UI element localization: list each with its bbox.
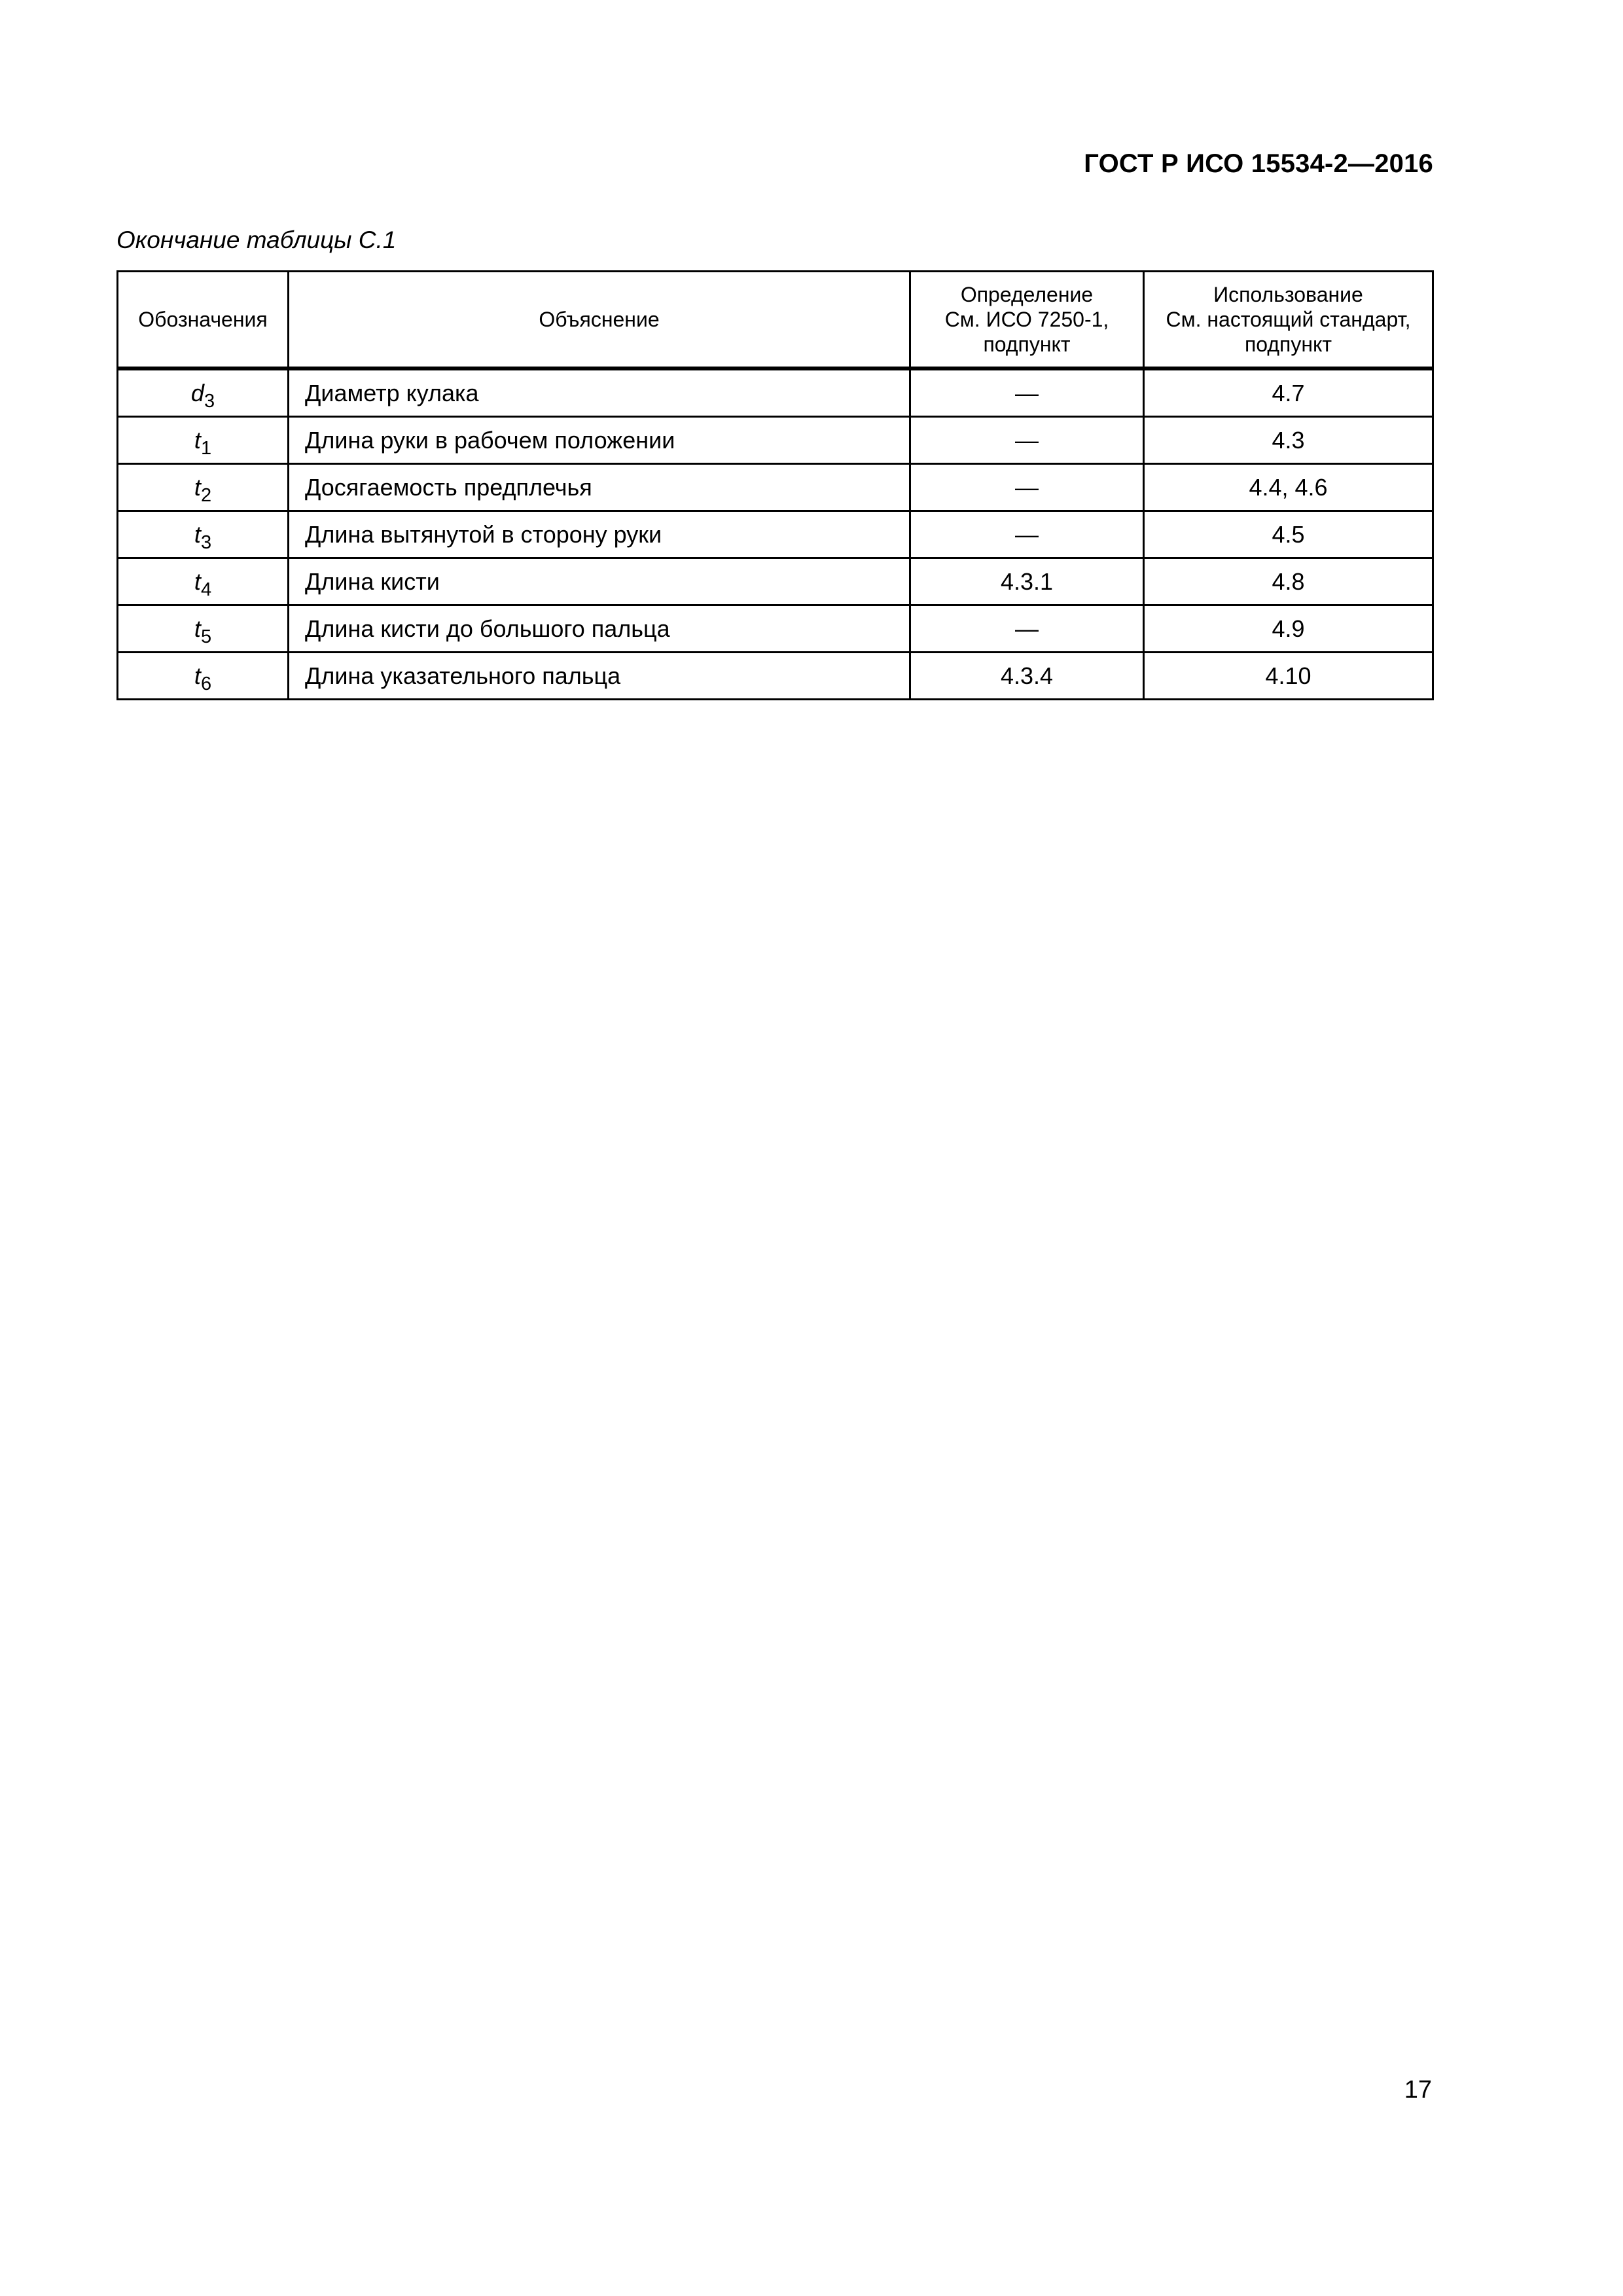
definition-cell: — — [910, 464, 1144, 511]
header-line: См. настоящий стандарт, — [1166, 308, 1411, 331]
symbol-cell — [118, 370, 289, 417]
col-header-usage — [1144, 272, 1433, 368]
header-line: См. ИСО 7250-1, — [944, 308, 1109, 331]
symbol-subscript: 4 — [200, 579, 212, 600]
symbol-cell — [118, 558, 289, 605]
symbol-letter: t — [194, 662, 201, 689]
table-row — [118, 370, 1433, 417]
usage-cell: 4.5 — [1144, 511, 1433, 558]
table-row — [118, 511, 1433, 558]
table-row — [118, 464, 1433, 511]
symbol-subscript: 3 — [200, 531, 212, 553]
symbol-letter: t — [194, 426, 201, 454]
document-code: ГОСТ Р ИСО 15534-2—2016 — [1084, 149, 1433, 178]
explanation-cell: Диаметр кулака — [289, 370, 910, 417]
symbol-cell — [118, 417, 289, 464]
definition-cell: — — [910, 511, 1144, 558]
definition-cell: 4.3.1 — [910, 558, 1144, 605]
table-caption: Окончание таблицы С.1 — [116, 226, 397, 253]
explanation-cell: Длина кисти — [289, 558, 910, 605]
definition-cell: — — [910, 417, 1144, 464]
header-line: подпункт — [983, 332, 1071, 356]
col-header-symbols — [118, 272, 289, 368]
symbol-cell — [118, 605, 289, 653]
usage-cell: 4.3 — [1144, 417, 1433, 464]
usage-cell: 4.7 — [1144, 370, 1433, 417]
symbol-subscript: 6 — [200, 673, 212, 694]
col-header-definition — [910, 272, 1144, 368]
usage-cell: 4.4, 4.6 — [1144, 464, 1433, 511]
definition-cell: — — [910, 370, 1144, 417]
header-line: подпункт — [1244, 332, 1332, 356]
symbol-letter: t — [194, 615, 201, 642]
table-row — [118, 417, 1433, 464]
table-row — [118, 605, 1433, 653]
explanation-cell: Досягаемость предплечья — [289, 464, 910, 511]
symbol-subscript: 3 — [204, 390, 215, 412]
header-line: Обозначения — [138, 308, 268, 331]
header-line: Объяснение — [539, 308, 660, 331]
usage-cell: 4.8 — [1144, 558, 1433, 605]
symbol-letter: t — [194, 520, 201, 548]
definition-cell: — — [910, 605, 1144, 653]
header-line: Определение — [960, 283, 1094, 306]
page-number: 17 — [1404, 2076, 1432, 2104]
explanation-cell: Длина кисти до большого пальца — [289, 605, 910, 653]
symbol-subscript: 2 — [200, 484, 212, 506]
table-row — [118, 558, 1433, 605]
symbol-cell — [118, 511, 289, 558]
symbols-table — [116, 270, 1434, 700]
symbol-cell — [118, 464, 289, 511]
usage-cell: 4.9 — [1144, 605, 1433, 653]
usage-cell: 4.10 — [1144, 653, 1433, 700]
definition-cell: 4.3.4 — [910, 653, 1144, 700]
symbol-cell — [118, 653, 289, 700]
symbol-letter: t — [194, 473, 201, 501]
symbol-subscript: 5 — [200, 626, 212, 647]
table-header-row — [118, 272, 1433, 368]
symbol-subscript: 1 — [200, 437, 212, 459]
explanation-cell: Длина руки в рабочем положении — [289, 417, 910, 464]
symbol-letter: t — [194, 567, 201, 595]
col-header-explanation — [289, 272, 910, 368]
explanation-cell: Длина вытянутой в сторону руки — [289, 511, 910, 558]
symbol-letter: d — [190, 379, 204, 406]
table-row — [118, 653, 1433, 700]
explanation-cell: Длина указательного пальца — [289, 653, 910, 700]
header-line: Использование — [1213, 283, 1363, 306]
